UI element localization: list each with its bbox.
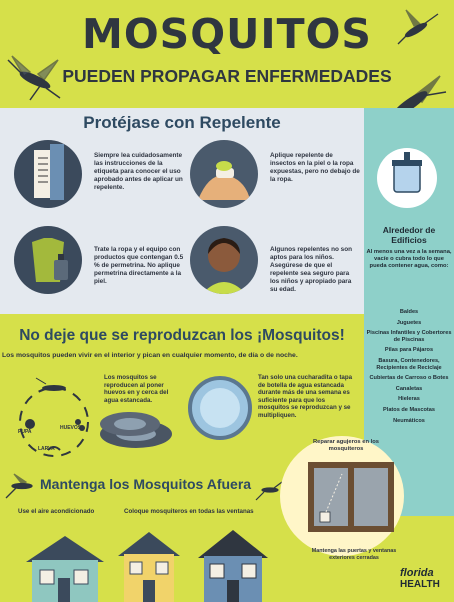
ac-tip: Use el aire acondicionado (18, 508, 95, 515)
bottle-cap-icon (186, 370, 256, 446)
logo-line1: florida (400, 567, 434, 579)
breeding-tip: Tan solo una cucharadita o tapa de botella de agua estancada durante más de una semana es suficiente para que los mosquitos se reproduzcan y se multipliquen. (258, 374, 353, 419)
list-item: Basura, Contenedores, Recipientes de Reciclaje (376, 357, 442, 371)
list-item: Hieleras (398, 396, 420, 403)
logo-line2: HEALTH (400, 579, 440, 590)
main-title: MOSQUITOS (82, 10, 372, 58)
breeding-title: No deje que se reproduzcan los ¡Mosquitos! (19, 327, 345, 344)
repair-tip: Reparar agujeros en los mosquiteros (312, 439, 380, 452)
list-item: Canaletas (395, 385, 423, 392)
house-icon (196, 528, 270, 602)
repellent-title: Protéjase con Repelente (83, 113, 281, 132)
sidebar-list (364, 309, 454, 428)
breeding-tip: Los mosquitos se reproducen al poner huevos en y cerca del agua estancada. (104, 374, 169, 404)
window-screen-icon (306, 460, 396, 534)
list-item: Baldes (399, 309, 419, 315)
list-item: Neumáticos (393, 417, 425, 424)
cycle-label-larva: LARVA (38, 446, 55, 452)
florida-health-logo (400, 568, 454, 590)
repellent-label-icon (14, 140, 82, 208)
keep-out-title: Mantenga los Mosquitos Afuera (40, 476, 252, 492)
screens-tip: Coloque mosquiteros en todas las ventanas (124, 508, 254, 515)
breeding-text: Los mosquitos pueden vivir en el interior y pican en cualquier momento, de día o de noche. (2, 352, 298, 359)
list-item: Cubiertas de Carroso o Botes (369, 375, 449, 382)
repellent-tip: Algunos repelentes no son aptos para los niños. Asegúrese de que el repelente sea seguro para los niños y apropiado para su edad. (270, 246, 353, 293)
sidebar-title: Alrededor de Edificios (382, 225, 436, 245)
treated-clothing-icon (14, 226, 82, 294)
mosquito-icon (2, 472, 42, 500)
cycle-label-eggs: HUEVOS (60, 425, 82, 431)
list-item: Juguetes (396, 319, 422, 326)
list-item: Piscinas Infantiles y Cobertores de Piscinas (366, 330, 452, 343)
child-icon (190, 226, 258, 294)
repellent-tip: Aplique repelente de insectos en la piel o la ropa expuestas, pero no debajo de la ropa. (270, 152, 360, 183)
list-item: Pilas para Pájaros (384, 347, 434, 354)
apply-skin-icon (190, 140, 258, 208)
cycle-label-pupa: PUPA (18, 429, 32, 435)
repellent-tip: Siempre lea cuidadosamente las instrucciones de la etiqueta para conocer el uso aprobado antes de aplicar un repelente. (94, 152, 183, 191)
house-icon (22, 532, 108, 602)
doors-tip: Mantenga las puertas y ventanas exteriores cerradas (311, 548, 397, 561)
repellent-tip: Trate la ropa y el equipo con productos que contengan 0.5 % de permetrina. No aplique permetrina directamente a la piel. (94, 246, 184, 285)
sidebar-text: Al menos una vez a la semana, vacíe o cubra todo lo que pueda contener agua, como: (366, 249, 452, 270)
container-icon (372, 108, 442, 220)
list-item: Platos de Mascotas (383, 406, 435, 413)
subtitle: PUEDEN PROPAGAR ENFERMEDADES (62, 66, 392, 86)
mosquito-icon (0, 52, 70, 102)
tires-icon (96, 404, 176, 460)
mosquito-icon (388, 8, 448, 48)
house-icon (114, 530, 184, 602)
